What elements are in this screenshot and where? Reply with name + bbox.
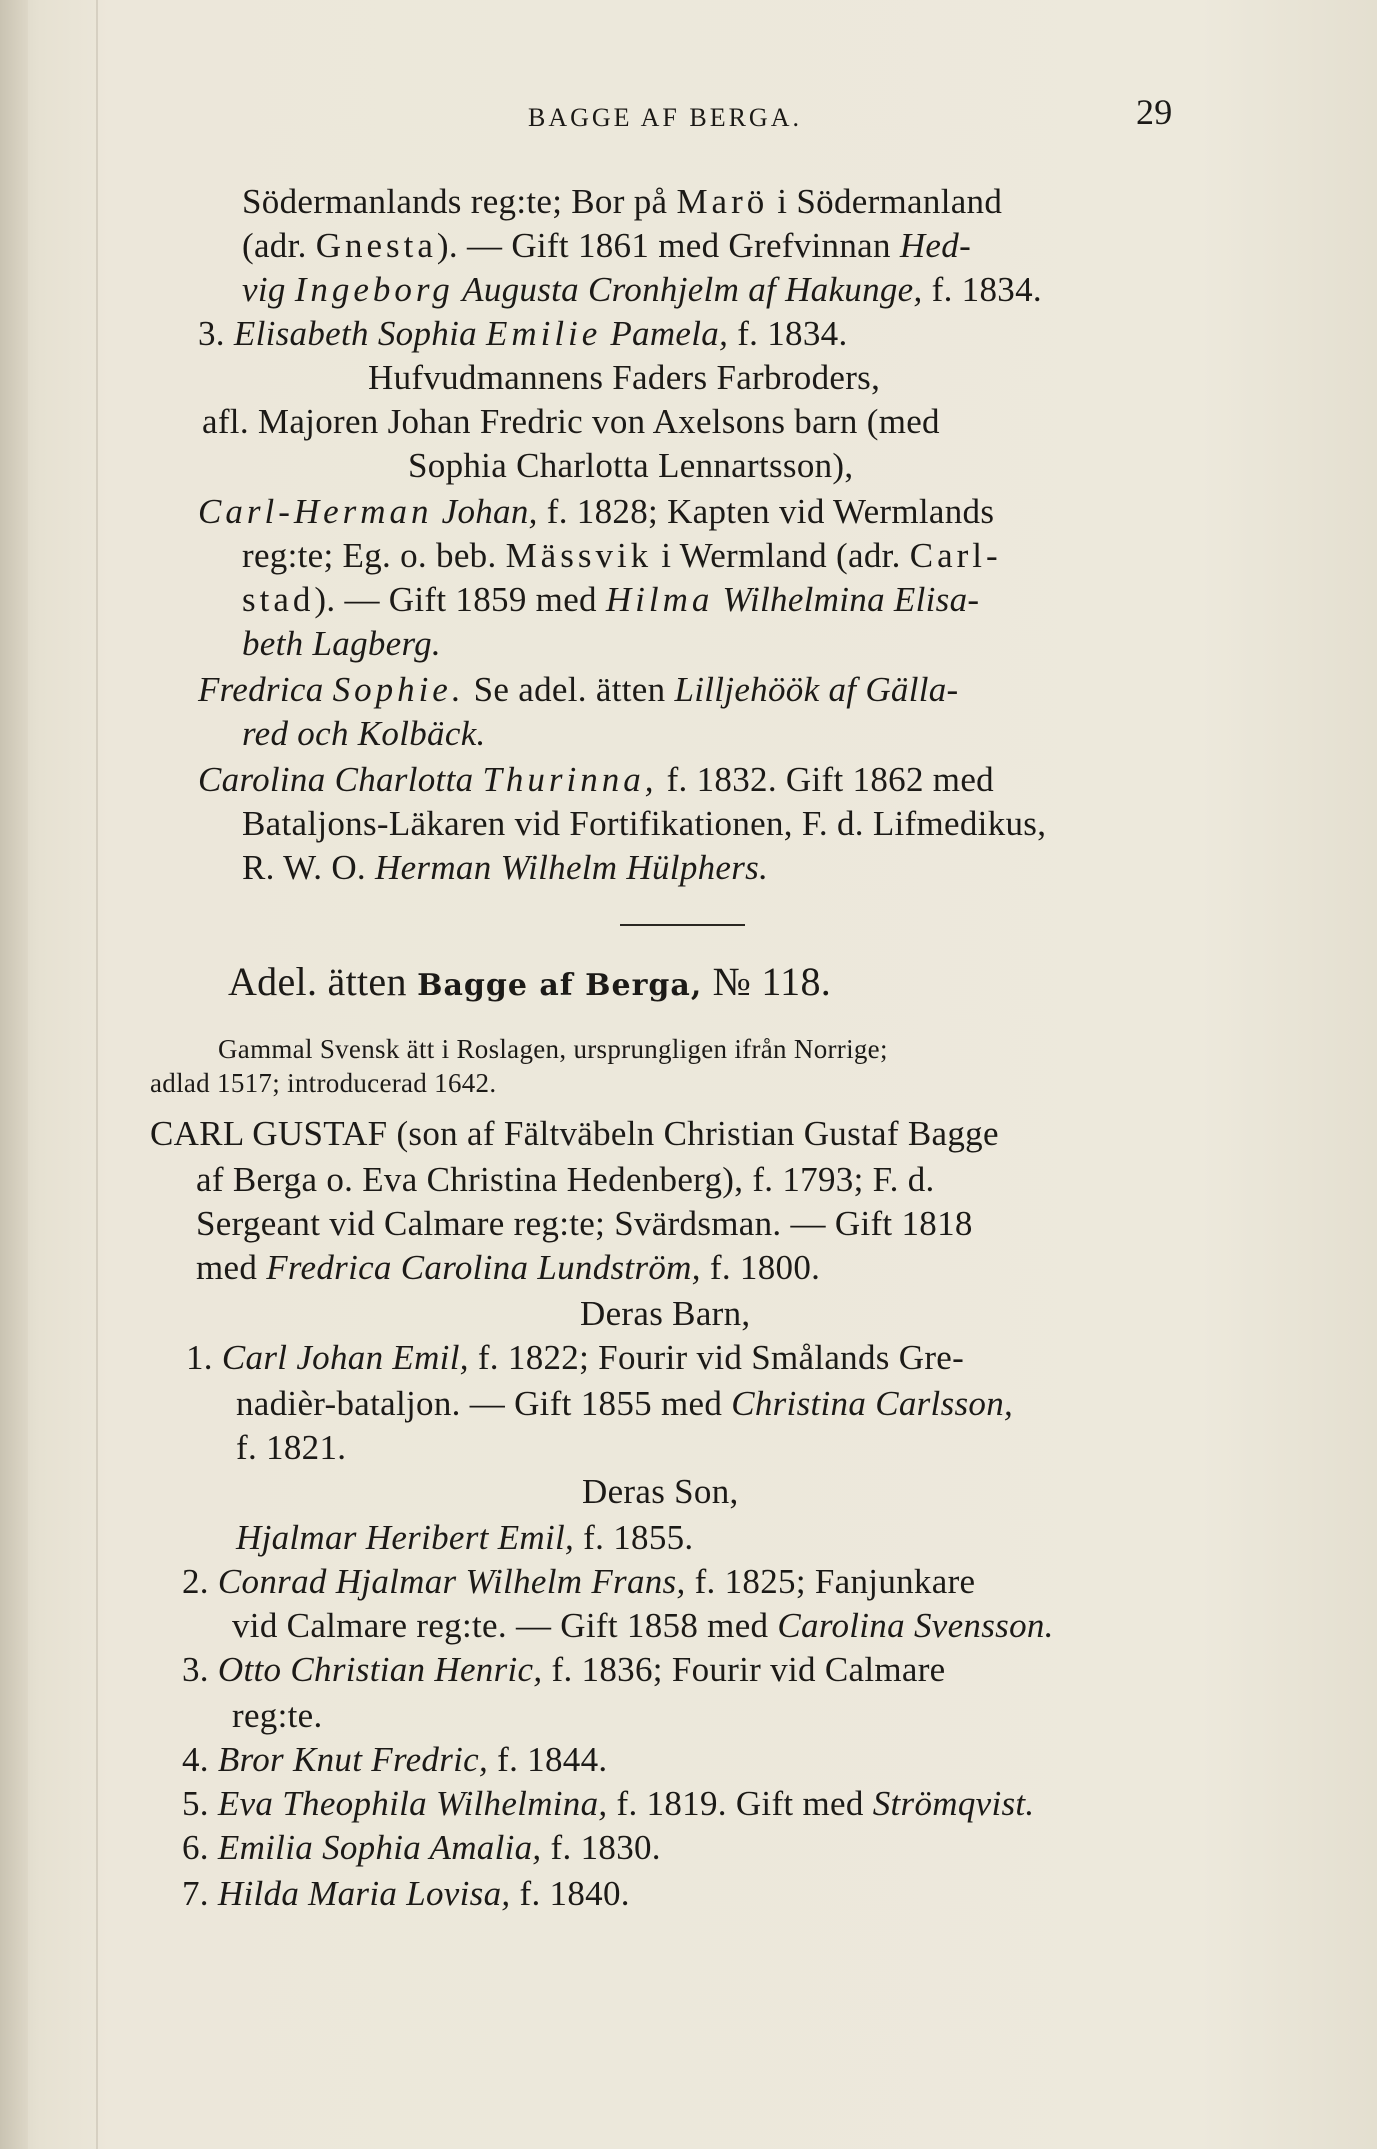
text-line: Bataljons-Läkaren vid Fortifikationen, F. d. Lifmedikus,: [242, 804, 1047, 843]
section-description: Gammal Svensk ätt i Roslagen, ursprungligen ifrån Norrige;: [218, 1034, 888, 1064]
page-number: 29: [1136, 92, 1173, 132]
child-entry: 2. Conrad Hjalmar Wilhelm Frans, f. 1825; Fanjunkare: [182, 1562, 976, 1601]
text-line: nadièr-bataljon. — Gift 1855 med Christina Carlsson,: [236, 1384, 1014, 1423]
child-entry: 6. Emilia Sophia Amalia, f. 1830.: [182, 1828, 661, 1867]
child-entry: 3. Otto Christian Henric, f. 1836; Fourir vid Calmare: [182, 1650, 946, 1689]
page-spine: [0, 0, 28, 2149]
text-line: CARL GUSTAF (son af Fältväbeln Christian Gustaf Bagge: [150, 1114, 999, 1153]
text-line: red och Kolbäck.: [242, 714, 486, 753]
text-line: (adr. Gnesta). — Gift 1861 med Grefvinnan Hed-: [242, 226, 972, 265]
text-line: vig Ingeborg Augusta Cronhjelm af Hakunge, f. 1834.: [242, 270, 1042, 309]
text-line: afl. Majoren Johan Fredric von Axelsons barn (med: [202, 402, 940, 441]
section-divider: [620, 924, 745, 926]
child-entry: 4. Bror Knut Fredric, f. 1844.: [182, 1740, 608, 1779]
section-description: adlad 1517; introducerad 1642.: [150, 1068, 497, 1098]
section-title: Adel. ätten Bagge af Berga, № 118.: [228, 959, 832, 1004]
text-line: reg:te.: [232, 1696, 323, 1735]
text-line: f. 1821.: [236, 1428, 347, 1467]
text-line: Carolina Charlotta Thurinna, f. 1832. Gift 1862 med: [198, 760, 994, 799]
text-line: Carl-Herman Johan, f. 1828; Kapten vid Wermlands: [198, 492, 995, 531]
son-heading: Deras Son,: [582, 1472, 739, 1511]
child-entry: 1. Carl Johan Emil, f. 1822; Fourir vid Smålands Gre-: [186, 1338, 965, 1377]
text-line: stad). — Gift 1859 med Hilma Wilhelmina Elisa-: [242, 580, 980, 619]
text-line: Sergeant vid Calmare reg:te; Svärdsman. — Gift 1818: [196, 1204, 973, 1243]
running-header: BAGGE AF BERGA.: [528, 103, 802, 132]
text-line: 3. Elisabeth Sophia Emilie Pamela, f. 1834.: [198, 314, 848, 353]
text-line: af Berga o. Eva Christina Hedenberg), f. 1793; F. d.: [196, 1160, 935, 1199]
text-line: reg:te; Eg. o. beb. Mässvik i Wermland (adr. Carl-: [242, 536, 1002, 575]
text-line: Hufvudmannens Faders Farbroders,: [368, 358, 881, 397]
text-line: med Fredrica Carolina Lundström, f. 1800.: [196, 1248, 821, 1287]
text-line: Sophia Charlotta Lennartsson),: [408, 446, 854, 485]
text-line: vid Calmare reg:te. — Gift 1858 med Carolina Svensson.: [232, 1606, 1054, 1645]
text-line: Fredrica Sophie. Se adel. ätten Lilljehöök af Gälla-: [198, 670, 959, 709]
text-line: R. W. O. Herman Wilhelm Hülphers.: [242, 848, 769, 887]
children-heading: Deras Barn,: [580, 1294, 751, 1333]
text-line: Södermanlands reg:te; Bor på Marö i Södermanland: [242, 182, 1003, 221]
child-entry: 7. Hilda Maria Lovisa, f. 1840.: [182, 1874, 630, 1913]
text-line: beth Lagberg.: [242, 624, 441, 663]
text-line: Hjalmar Heribert Emil, f. 1855.: [236, 1518, 694, 1557]
child-entry: 5. Eva Theophila Wilhelmina, f. 1819. Gift med Strömqvist.: [182, 1784, 1035, 1823]
page-fold: [96, 0, 98, 2149]
